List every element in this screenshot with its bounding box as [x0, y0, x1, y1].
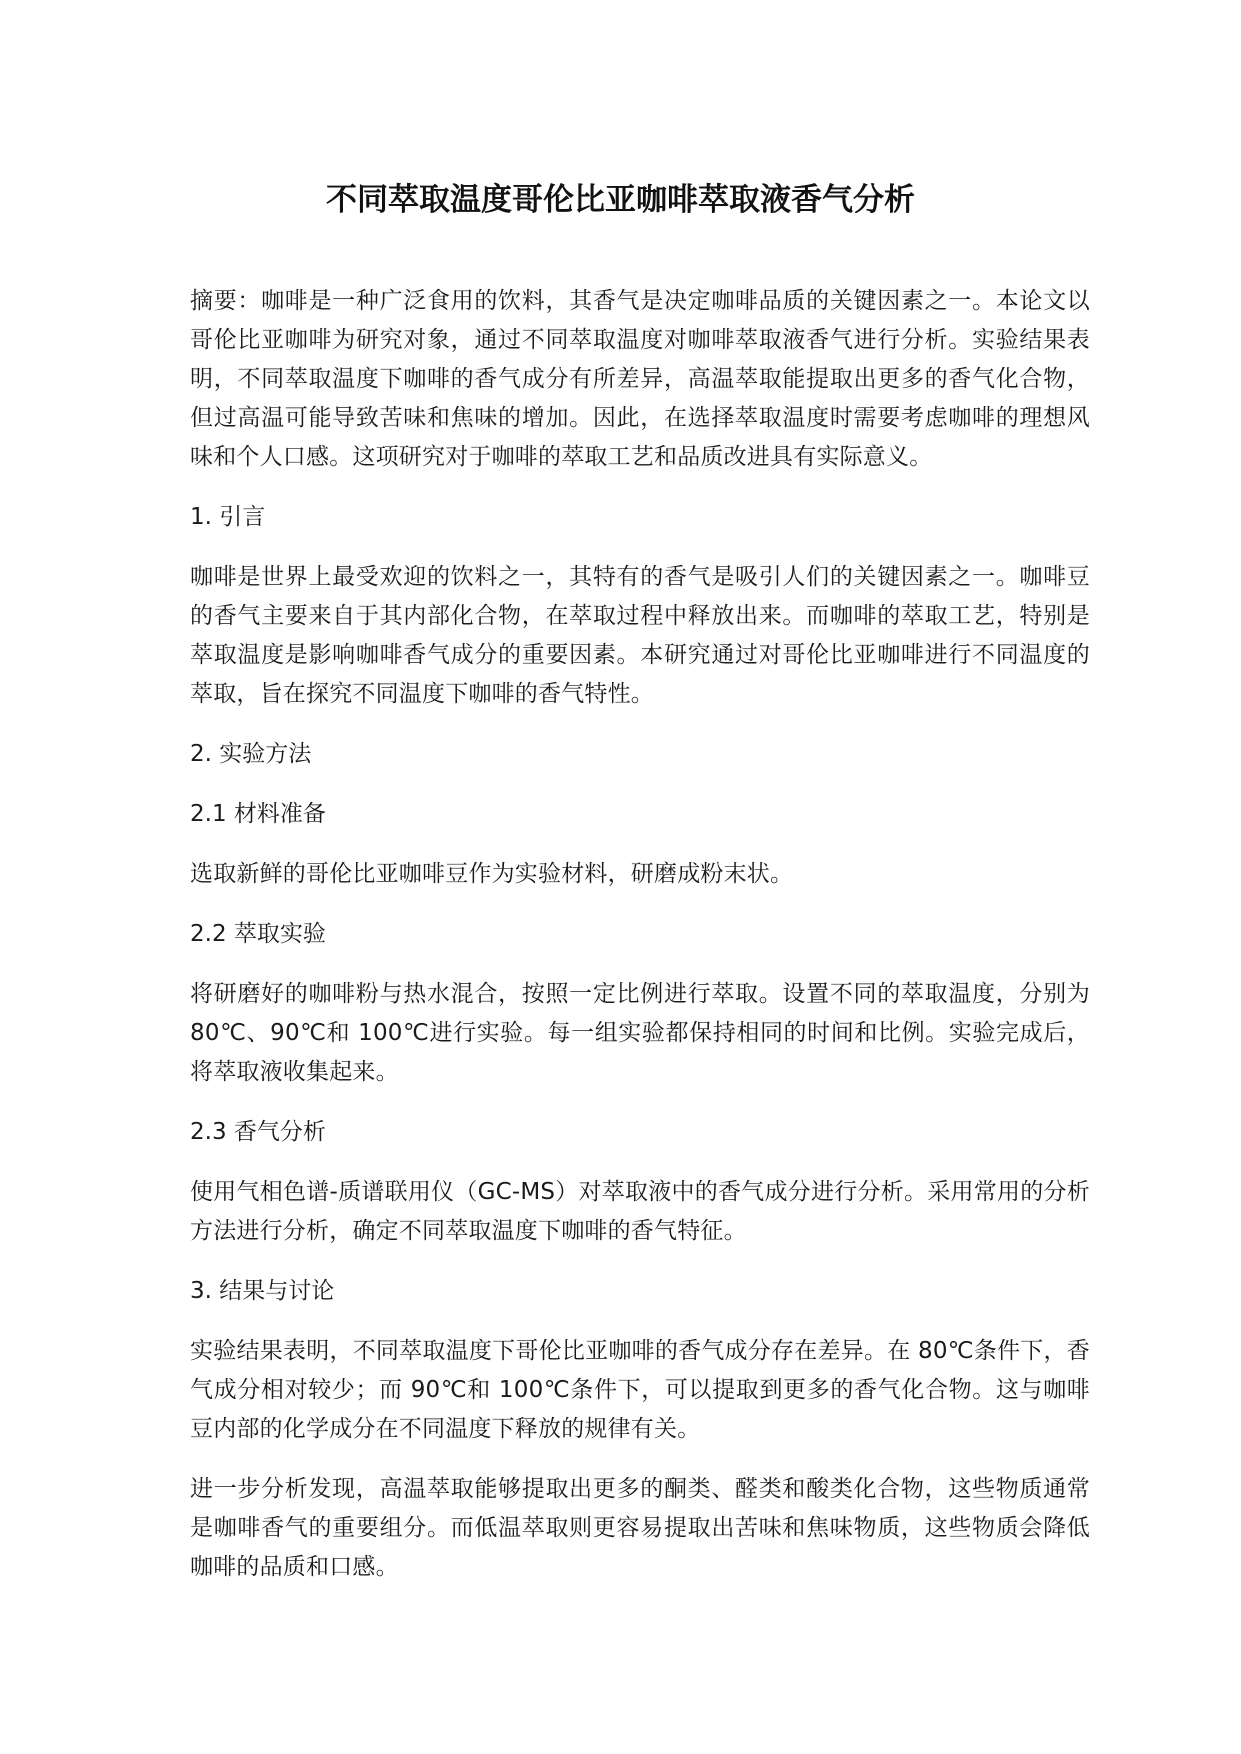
subsection-heading-extraction: 2.2 萃取实验 — [190, 921, 326, 947]
section-heading-introduction: 1. 引言 — [190, 504, 266, 530]
extraction-paragraph: 将研磨好的咖啡粉与热水混合，按照一定比例进行萃取。设置不同的萃取温度，分别为 80℃、90℃和 100℃进行实验。每一组实验都保持相同的时间和比例。实验完成后，将萃取液收集起来。 — [190, 981, 1090, 1085]
section-heading-results: 3. 结果与讨论 — [190, 1278, 335, 1304]
aroma-analysis-paragraph: 使用气相色谱-质谱联用仪（GC-MS）对萃取液中的香气成分进行分析。采用常用的分析方法进行分析，确定不同萃取温度下咖啡的香气特征。 — [190, 1179, 1090, 1244]
document-body — [190, 282, 1090, 1608]
document-title: 不同萃取温度哥伦比亚咖啡萃取液香气分析 — [326, 182, 915, 218]
abstract-paragraph: 摘要：咖啡是一种广泛食用的饮料，其香气是决定咖啡品质的关键因素之一。本论文以哥伦比亚咖啡为研究对象，通过不同萃取温度对咖啡萃取液香气进行分析。实验结果表明，不同萃取温度下咖啡的香气成分有所差异，高温萃取能提取出更多的香气化合物，但过高温可能导致苦味和焦味的增加。因此，在选择萃取温度时需要考虑咖啡的理想风味和个人口感。这项研究对于咖啡的萃取工艺和品质改进具有实际意义。 — [190, 288, 1090, 470]
subsection-heading-aroma-analysis: 2.3 香气分析 — [190, 1119, 326, 1145]
materials-paragraph: 选取新鲜的哥伦比亚咖啡豆作为实验材料，研磨成粉末状。 — [190, 861, 794, 887]
subsection-heading-materials: 2.1 材料准备 — [190, 801, 326, 827]
results-paragraph-2: 进一步分析发现，高温萃取能够提取出更多的酮类、醛类和酸类化合物，这些物质通常是咖啡香气的重要组分。而低温萃取则更容易提取出苦味和焦味物质，这些物质会降低咖啡的品质和口感。 — [190, 1476, 1090, 1580]
section-heading-methods: 2. 实验方法 — [190, 741, 312, 767]
introduction-paragraph: 咖啡是世界上最受欢迎的饮料之一，其特有的香气是吸引人们的关键因素之一。咖啡豆的香气主要来自于其内部化合物，在萃取过程中释放出来。而咖啡的萃取工艺，特别是萃取温度是影响咖啡香气成分的重要因素。本研究通过对哥伦比亚咖啡进行不同温度的萃取，旨在探究不同温度下咖啡的香气特性。 — [190, 564, 1090, 707]
results-paragraph-1: 实验结果表明，不同萃取温度下哥伦比亚咖啡的香气成分存在差异。在 80℃条件下，香气成分相对较少；而 90℃和 100℃条件下，可以提取到更多的香气化合物。这与咖啡豆内部的化学成分在不同温度下释放的规律有关。 — [190, 1338, 1090, 1442]
